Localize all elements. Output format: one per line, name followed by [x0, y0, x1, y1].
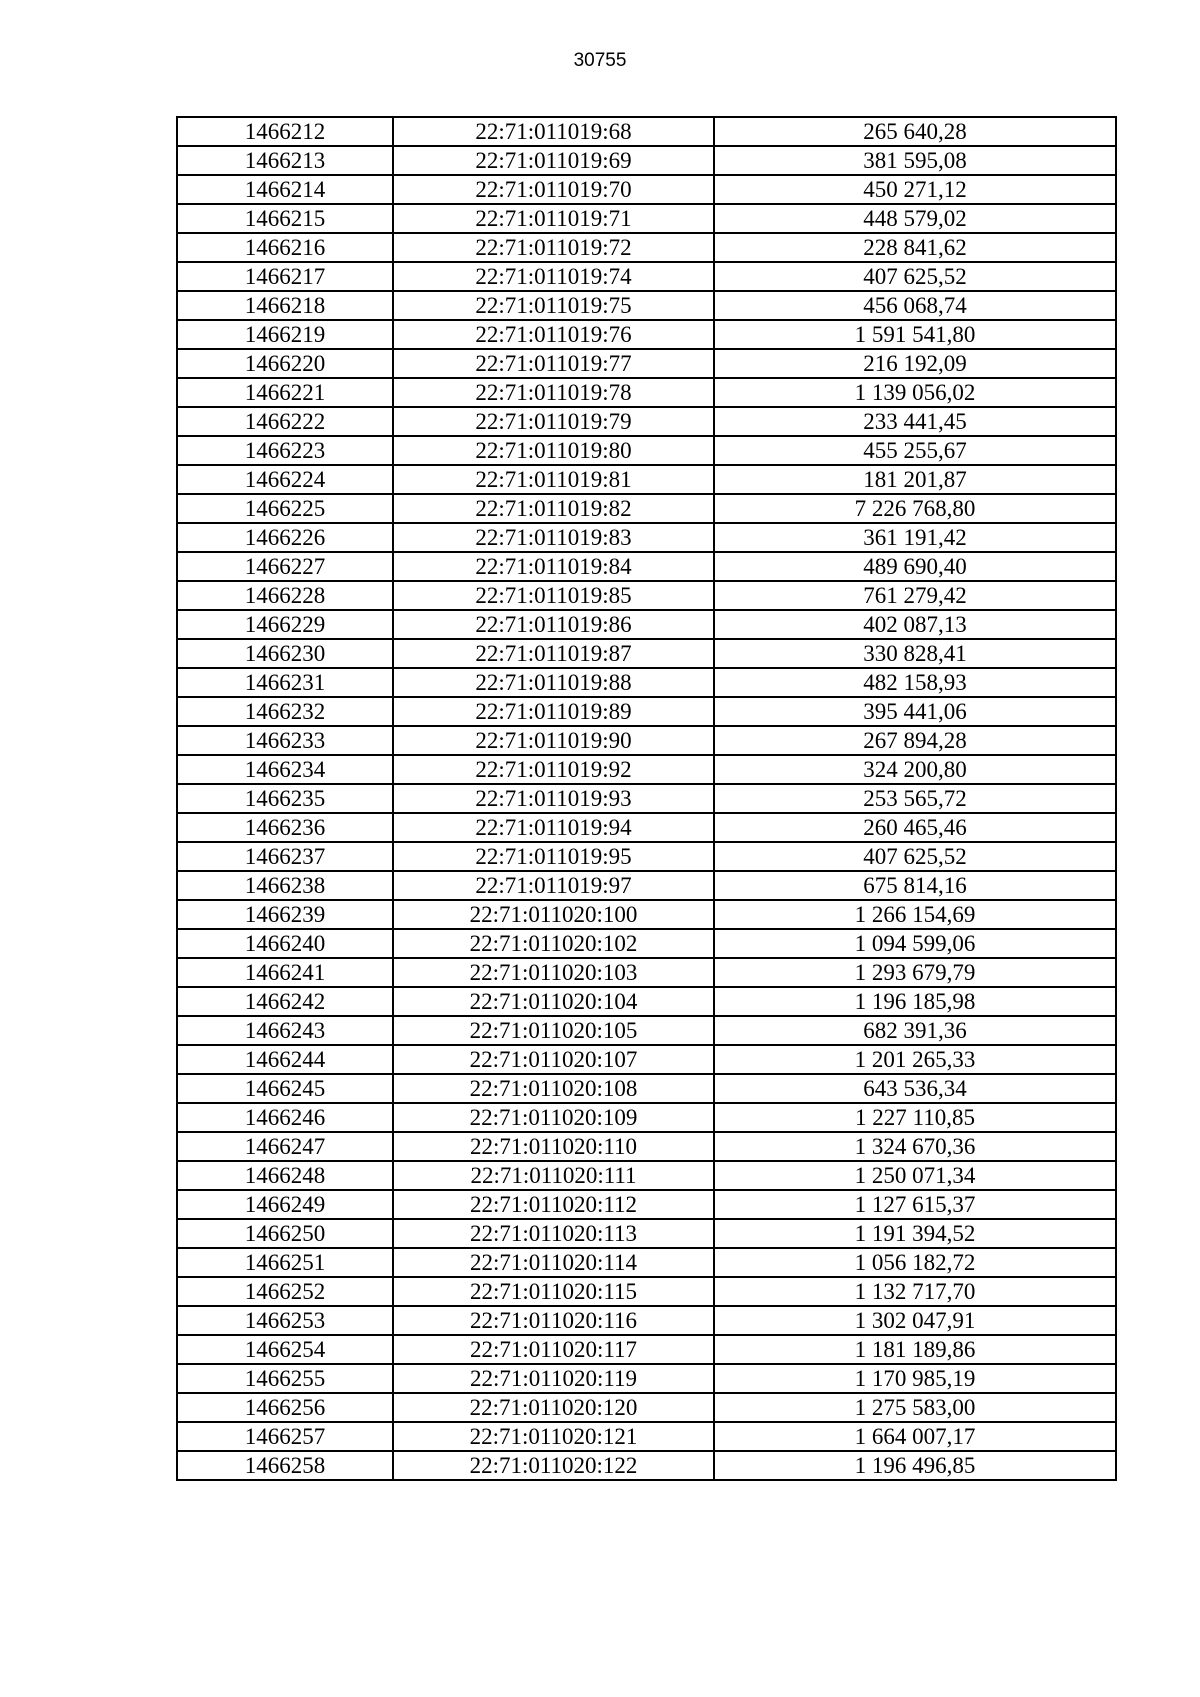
row-number-cell: 1466254 — [177, 1335, 393, 1364]
cadastral-number-cell: 22:71:011020:107 — [393, 1045, 714, 1074]
cadastral-value-cell: 395 441,06 — [714, 697, 1116, 726]
cadastral-number-cell: 22:71:011019:95 — [393, 842, 714, 871]
cadastral-value-cell: 253 565,72 — [714, 784, 1116, 813]
row-number-cell: 1466239 — [177, 900, 393, 929]
table-row — [177, 291, 1116, 320]
table-row — [177, 668, 1116, 697]
table-row — [177, 407, 1116, 436]
cadastral-value-cell: 1 324 670,36 — [714, 1132, 1116, 1161]
row-number-cell: 1466214 — [177, 175, 393, 204]
table-row — [177, 639, 1116, 668]
cadastral-number-cell: 22:71:011019:80 — [393, 436, 714, 465]
row-number-cell: 1466258 — [177, 1451, 393, 1480]
cadastral-value-cell: 1 196 496,85 — [714, 1451, 1116, 1480]
table-row — [177, 117, 1116, 146]
table-row — [177, 1132, 1116, 1161]
cadastral-number-cell: 22:71:011019:69 — [393, 146, 714, 175]
cadastral-value-cell: 402 087,13 — [714, 610, 1116, 639]
table-row — [177, 726, 1116, 755]
row-number-cell: 1466235 — [177, 784, 393, 813]
cadastral-number-cell: 22:71:011019:89 — [393, 697, 714, 726]
cadastral-value-cell: 1 196 185,98 — [714, 987, 1116, 1016]
row-number-cell: 1466220 — [177, 349, 393, 378]
cadastral-value-cell: 1 227 110,85 — [714, 1103, 1116, 1132]
table-row — [177, 1364, 1116, 1393]
cadastral-number-cell: 22:71:011019:75 — [393, 291, 714, 320]
table-row — [177, 1422, 1116, 1451]
cadastral-number-cell: 22:71:011019:88 — [393, 668, 714, 697]
cadastral-number-cell: 22:71:011020:104 — [393, 987, 714, 1016]
table-body — [177, 117, 1116, 1480]
cadastral-value-cell: 1 170 985,19 — [714, 1364, 1116, 1393]
row-number-cell: 1466233 — [177, 726, 393, 755]
cadastral-number-cell: 22:71:011019:68 — [393, 117, 714, 146]
cadastral-value-cell: 1 591 541,80 — [714, 320, 1116, 349]
table-row — [177, 1306, 1116, 1335]
table-row — [177, 1190, 1116, 1219]
row-number-cell: 1466256 — [177, 1393, 393, 1422]
cadastral-number-cell: 22:71:011019:79 — [393, 407, 714, 436]
row-number-cell: 1466257 — [177, 1422, 393, 1451]
cadastral-value-cell: 381 595,08 — [714, 146, 1116, 175]
row-number-cell: 1466221 — [177, 378, 393, 407]
cadastral-value-cell: 682 391,36 — [714, 1016, 1116, 1045]
table-row — [177, 1161, 1116, 1190]
cadastral-number-cell: 22:71:011019:72 — [393, 233, 714, 262]
table-row — [177, 262, 1116, 291]
cadastral-number-cell: 22:71:011020:103 — [393, 958, 714, 987]
cadastral-number-cell: 22:71:011019:71 — [393, 204, 714, 233]
cadastral-number-cell: 22:71:011020:116 — [393, 1306, 714, 1335]
cadastral-number-cell: 22:71:011020:100 — [393, 900, 714, 929]
cadastral-number-cell: 22:71:011019:83 — [393, 523, 714, 552]
row-number-cell: 1466236 — [177, 813, 393, 842]
cadastral-number-cell: 22:71:011020:105 — [393, 1016, 714, 1045]
cadastral-value-cell: 1 275 583,00 — [714, 1393, 1116, 1422]
row-number-cell: 1466217 — [177, 262, 393, 291]
row-number-cell: 1466212 — [177, 117, 393, 146]
table-row — [177, 958, 1116, 987]
cadastral-value-cell: 1 094 599,06 — [714, 929, 1116, 958]
cadastral-number-cell: 22:71:011020:112 — [393, 1190, 714, 1219]
cadastral-value-cell: 1 664 007,17 — [714, 1422, 1116, 1451]
cadastral-value-cell: 448 579,02 — [714, 204, 1116, 233]
row-number-cell: 1466249 — [177, 1190, 393, 1219]
table-row — [177, 552, 1116, 581]
cadastral-number-cell: 22:71:011019:84 — [393, 552, 714, 581]
table-row — [177, 465, 1116, 494]
cadastral-number-cell: 22:71:011020:102 — [393, 929, 714, 958]
row-number-cell: 1466225 — [177, 494, 393, 523]
cadastral-number-cell: 22:71:011020:115 — [393, 1277, 714, 1306]
row-number-cell: 1466244 — [177, 1045, 393, 1074]
cadastral-number-cell: 22:71:011020:108 — [393, 1074, 714, 1103]
cadastral-number-cell: 22:71:011020:120 — [393, 1393, 714, 1422]
cadastral-value-cell: 482 158,93 — [714, 668, 1116, 697]
row-number-cell: 1466227 — [177, 552, 393, 581]
row-number-cell: 1466237 — [177, 842, 393, 871]
table-row — [177, 146, 1116, 175]
cadastral-value-cell: 407 625,52 — [714, 842, 1116, 871]
cadastral-number-cell: 22:71:011019:92 — [393, 755, 714, 784]
row-number-cell: 1466255 — [177, 1364, 393, 1393]
table-row — [177, 1451, 1116, 1480]
table-row — [177, 1074, 1116, 1103]
cadastral-value-cell: 1 250 071,34 — [714, 1161, 1116, 1190]
cadastral-value-cell: 216 192,09 — [714, 349, 1116, 378]
cadastral-value-cell: 324 200,80 — [714, 755, 1116, 784]
row-number-cell: 1466252 — [177, 1277, 393, 1306]
cadastral-number-cell: 22:71:011019:74 — [393, 262, 714, 291]
table-row — [177, 1103, 1116, 1132]
cadastral-value-cell: 228 841,62 — [714, 233, 1116, 262]
cadastral-number-cell: 22:71:011020:110 — [393, 1132, 714, 1161]
cadastral-number-cell: 22:71:011019:94 — [393, 813, 714, 842]
row-number-cell: 1466219 — [177, 320, 393, 349]
cadastral-value-cell: 1 201 265,33 — [714, 1045, 1116, 1074]
cadastral-value-cell: 1 293 679,79 — [714, 958, 1116, 987]
table-row — [177, 581, 1116, 610]
table-row — [177, 929, 1116, 958]
table-row — [177, 523, 1116, 552]
cadastral-value-cell: 181 201,87 — [714, 465, 1116, 494]
cadastral-value-cell: 265 640,28 — [714, 117, 1116, 146]
row-number-cell: 1466232 — [177, 697, 393, 726]
row-number-cell: 1466248 — [177, 1161, 393, 1190]
row-number-cell: 1466226 — [177, 523, 393, 552]
row-number-cell: 1466215 — [177, 204, 393, 233]
cadastral-value-cell: 260 465,46 — [714, 813, 1116, 842]
cadastral-number-cell: 22:71:011019:97 — [393, 871, 714, 900]
table-row — [177, 320, 1116, 349]
row-number-cell: 1466224 — [177, 465, 393, 494]
table-row — [177, 871, 1116, 900]
cadastral-number-cell: 22:71:011019:81 — [393, 465, 714, 494]
cadastral-number-cell: 22:71:011020:114 — [393, 1248, 714, 1277]
cadastral-value-table — [176, 116, 1117, 1481]
cadastral-number-cell: 22:71:011019:85 — [393, 581, 714, 610]
cadastral-number-cell: 22:71:011020:121 — [393, 1422, 714, 1451]
cadastral-number-cell: 22:71:011019:82 — [393, 494, 714, 523]
cadastral-value-cell: 407 625,52 — [714, 262, 1116, 291]
table-row — [177, 1277, 1116, 1306]
row-number-cell: 1466246 — [177, 1103, 393, 1132]
table-row — [177, 175, 1116, 204]
cadastral-value-cell: 1 191 394,52 — [714, 1219, 1116, 1248]
table-row — [177, 1335, 1116, 1364]
cadastral-number-cell: 22:71:011019:87 — [393, 639, 714, 668]
row-number-cell: 1466253 — [177, 1306, 393, 1335]
row-number-cell: 1466238 — [177, 871, 393, 900]
table-row — [177, 1016, 1116, 1045]
cadastral-value-cell: 1 127 615,37 — [714, 1190, 1116, 1219]
row-number-cell: 1466229 — [177, 610, 393, 639]
table-row — [177, 349, 1116, 378]
cadastral-value-cell: 267 894,28 — [714, 726, 1116, 755]
table-row — [177, 900, 1116, 929]
cadastral-value-cell: 1 132 717,70 — [714, 1277, 1116, 1306]
table-row — [177, 1393, 1116, 1422]
table-row — [177, 697, 1116, 726]
cadastral-number-cell: 22:71:011020:109 — [393, 1103, 714, 1132]
cadastral-value-cell: 1 181 189,86 — [714, 1335, 1116, 1364]
table-row — [177, 436, 1116, 465]
row-number-cell: 1466213 — [177, 146, 393, 175]
cadastral-number-cell: 22:71:011019:76 — [393, 320, 714, 349]
row-number-cell: 1466247 — [177, 1132, 393, 1161]
row-number-cell: 1466228 — [177, 581, 393, 610]
cadastral-number-cell: 22:71:011020:119 — [393, 1364, 714, 1393]
cadastral-number-cell: 22:71:011020:122 — [393, 1451, 714, 1480]
table-row — [177, 842, 1116, 871]
table-row — [177, 610, 1116, 639]
cadastral-value-cell: 1 139 056,02 — [714, 378, 1116, 407]
table-row — [177, 1248, 1116, 1277]
table-row — [177, 784, 1116, 813]
cadastral-value-cell: 675 814,16 — [714, 871, 1116, 900]
table-row — [177, 494, 1116, 523]
cadastral-number-cell: 22:71:011019:93 — [393, 784, 714, 813]
table-row — [177, 987, 1116, 1016]
cadastral-number-cell: 22:71:011019:70 — [393, 175, 714, 204]
row-number-cell: 1466243 — [177, 1016, 393, 1045]
table-row — [177, 233, 1116, 262]
cadastral-number-cell: 22:71:011020:111 — [393, 1161, 714, 1190]
row-number-cell: 1466222 — [177, 407, 393, 436]
cadastral-value-cell: 1 302 047,91 — [714, 1306, 1116, 1335]
row-number-cell: 1466230 — [177, 639, 393, 668]
row-number-cell: 1466218 — [177, 291, 393, 320]
row-number-cell: 1466241 — [177, 958, 393, 987]
row-number-cell: 1466231 — [177, 668, 393, 697]
cadastral-value-cell: 489 690,40 — [714, 552, 1116, 581]
page-number: 30755 — [573, 50, 627, 71]
cadastral-value-cell: 1 056 182,72 — [714, 1248, 1116, 1277]
row-number-cell: 1466242 — [177, 987, 393, 1016]
cadastral-value-cell: 761 279,42 — [714, 581, 1116, 610]
cadastral-number-cell: 22:71:011019:86 — [393, 610, 714, 639]
cadastral-value-cell: 643 536,34 — [714, 1074, 1116, 1103]
table-row — [177, 204, 1116, 233]
cadastral-value-cell: 7 226 768,80 — [714, 494, 1116, 523]
row-number-cell: 1466223 — [177, 436, 393, 465]
cadastral-number-cell: 22:71:011019:77 — [393, 349, 714, 378]
cadastral-value-cell: 233 441,45 — [714, 407, 1116, 436]
table-row — [177, 1219, 1116, 1248]
cadastral-value-cell: 455 255,67 — [714, 436, 1116, 465]
table-row — [177, 1045, 1116, 1074]
cadastral-number-cell: 22:71:011019:90 — [393, 726, 714, 755]
cadastral-value-cell: 361 191,42 — [714, 523, 1116, 552]
cadastral-number-cell: 22:71:011020:117 — [393, 1335, 714, 1364]
cadastral-value-cell: 456 068,74 — [714, 291, 1116, 320]
row-number-cell: 1466245 — [177, 1074, 393, 1103]
cadastral-number-cell: 22:71:011020:113 — [393, 1219, 714, 1248]
table-row — [177, 813, 1116, 842]
row-number-cell: 1466240 — [177, 929, 393, 958]
row-number-cell: 1466234 — [177, 755, 393, 784]
cadastral-number-cell: 22:71:011019:78 — [393, 378, 714, 407]
table-row — [177, 755, 1116, 784]
row-number-cell: 1466250 — [177, 1219, 393, 1248]
row-number-cell: 1466216 — [177, 233, 393, 262]
cadastral-value-cell: 450 271,12 — [714, 175, 1116, 204]
table-row — [177, 378, 1116, 407]
row-number-cell: 1466251 — [177, 1248, 393, 1277]
cadastral-value-cell: 330 828,41 — [714, 639, 1116, 668]
cadastral-value-cell: 1 266 154,69 — [714, 900, 1116, 929]
